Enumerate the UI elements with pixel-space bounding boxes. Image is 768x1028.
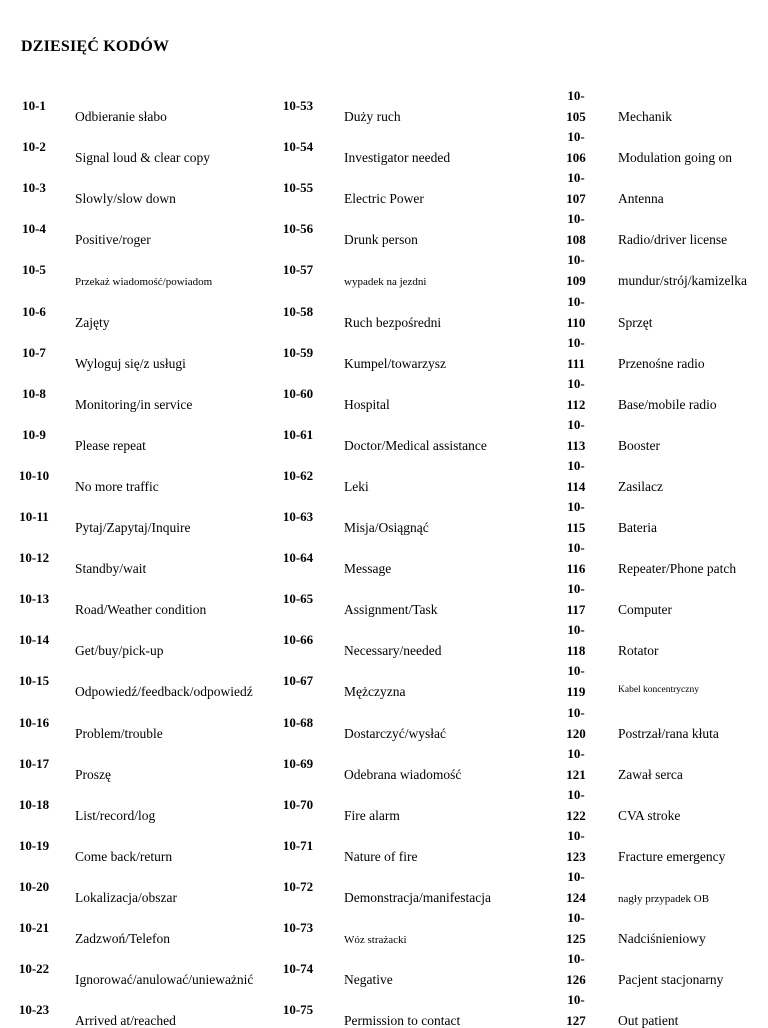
code-description: Lokalizacja/obszar — [75, 889, 177, 905]
code-description: Hospital — [344, 396, 390, 412]
code-description: Zajęty — [75, 314, 110, 330]
code-label: 10-16 — [18, 714, 50, 730]
code-label: 10-73 — [282, 920, 314, 935]
code-label: 10-4 — [22, 221, 46, 237]
code-description: Out patient — [618, 1013, 679, 1028]
code-label — [561, 870, 591, 905]
code-description: Przekaż wiadomość/powiadom — [75, 276, 213, 289]
code-description: Wóz strażacki — [344, 934, 407, 946]
code-label — [561, 171, 591, 206]
code-number: 114 — [566, 478, 586, 494]
code-number: 118 — [566, 643, 586, 659]
code-label — [561, 747, 591, 782]
code-label: 10-12 — [18, 550, 50, 566]
code-description: Base/mobile radio — [618, 396, 717, 412]
code-label: 10-9 — [22, 426, 46, 442]
code-prefix: 10- — [567, 457, 585, 473]
code-number: 108 — [566, 232, 586, 248]
code-number: 125 — [566, 931, 586, 946]
code-label: 10-1 — [22, 98, 46, 113]
code-description: Mechanik — [618, 109, 672, 124]
code-label — [561, 212, 591, 247]
code-number: 127 — [566, 1013, 586, 1028]
code-number: 120 — [566, 725, 586, 741]
code-label — [561, 459, 591, 494]
code-prefix: 10- — [567, 868, 585, 884]
code-number: 117 — [566, 602, 586, 618]
code-label: 10-58 — [282, 303, 314, 319]
code-description: Modulation going on — [618, 150, 732, 166]
code-description: Postrzał/rana kłuta — [618, 725, 719, 741]
code-description: Ruch bezpośredni — [344, 314, 442, 330]
code-description: Wyloguj się/z usługi — [75, 355, 186, 371]
code-number: 126 — [566, 972, 586, 988]
code-label — [561, 130, 591, 165]
code-label — [561, 911, 591, 946]
code-prefix: 10- — [567, 170, 585, 186]
code-number: 123 — [566, 848, 586, 864]
code-label — [561, 253, 591, 288]
code-description: Message — [344, 561, 392, 577]
code-number: 113 — [566, 437, 586, 453]
code-description: wypadek na jezdni — [344, 276, 427, 289]
code-description: Permission to contact — [344, 1013, 461, 1028]
code-number: 111 — [566, 355, 586, 371]
code-number: 105 — [566, 109, 586, 124]
code-prefix: 10- — [567, 334, 585, 350]
code-label: 10-56 — [282, 221, 314, 237]
code-prefix: 10- — [567, 499, 585, 514]
code-description: Positive/roger — [75, 232, 151, 248]
code-description: Nature of fire — [344, 848, 418, 864]
code-prefix: 10- — [567, 951, 585, 967]
code-description: Radio/driver license — [618, 232, 728, 248]
code-number: 110 — [566, 314, 586, 330]
code-number: 124 — [566, 889, 586, 905]
code-label — [561, 993, 591, 1028]
code-label: 10-72 — [282, 878, 314, 894]
code-prefix: 10- — [567, 252, 585, 268]
code-label: 10-57 — [282, 262, 314, 278]
code-label: 10-18 — [18, 796, 50, 812]
page-title: DZIESIĘĆ KODÓW — [21, 38, 170, 55]
code-label: 10-59 — [282, 344, 314, 360]
code-prefix: 10- — [567, 540, 585, 556]
code-description: List/record/log — [75, 807, 156, 823]
code-label: 10-67 — [282, 673, 314, 689]
code-label: 10-69 — [282, 755, 314, 771]
code-prefix: 10- — [567, 786, 585, 802]
code-label: 10-11 — [19, 509, 49, 524]
code-label: 10-70 — [282, 796, 314, 812]
code-prefix: 10- — [567, 211, 585, 227]
code-label — [561, 295, 591, 330]
code-prefix: 10- — [567, 745, 585, 761]
code-description: Slowly/slow down — [75, 191, 176, 207]
code-description: Pytaj/Zapytaj/Inquire — [75, 520, 191, 535]
code-label: 10-2 — [22, 139, 46, 155]
code-label: 10-13 — [18, 591, 50, 607]
code-description: Get/buy/pick-up — [75, 643, 164, 659]
code-label: 10-3 — [22, 180, 46, 196]
code-prefix: 10- — [567, 992, 585, 1008]
code-label: 10-66 — [282, 632, 314, 648]
code-number: 107 — [566, 191, 586, 207]
code-description: Pacjent stacjonarny — [618, 972, 724, 988]
code-description: Negative — [344, 972, 393, 988]
code-label — [561, 582, 591, 617]
code-description: Odebrana wiadomość — [344, 766, 462, 782]
code-description: Problem/trouble — [75, 725, 163, 741]
code-label — [561, 336, 591, 371]
code-description: Signal loud & clear copy — [75, 150, 210, 166]
code-number: 112 — [566, 396, 586, 412]
code-prefix: 10- — [567, 704, 585, 720]
code-prefix: 10- — [567, 293, 585, 309]
code-description: Misja/Osiągnąć — [344, 520, 429, 535]
code-description: Sprzęt — [618, 314, 653, 330]
code-label: 10-60 — [282, 385, 314, 401]
code-label: 10-19 — [18, 837, 50, 853]
code-description: mundur/strój/kamizelka — [618, 273, 747, 289]
code-label: 10-7 — [22, 344, 46, 360]
code-description: Computer — [618, 602, 672, 618]
code-description: Rotator — [618, 643, 659, 659]
code-label — [561, 706, 591, 741]
code-label — [561, 418, 591, 453]
code-prefix: 10- — [567, 622, 585, 638]
code-label: 10-15 — [18, 673, 50, 689]
code-description: Leki — [344, 478, 369, 494]
code-description: Doctor/Medical assistance — [344, 437, 487, 453]
code-description: Assignment/Task — [344, 602, 438, 618]
code-description: Kabel koncentryczny — [618, 685, 699, 696]
code-description: Proszę — [75, 766, 111, 782]
code-description: Demonstracja/manifestacja — [344, 889, 491, 905]
code-description: Ignorować/anulować/unieważnić — [75, 972, 254, 988]
code-label: 10-5 — [22, 262, 46, 278]
code-label — [561, 541, 591, 576]
code-description: Odpowiedź/feedback/odpowiedź — [75, 684, 253, 700]
code-prefix: 10- — [567, 375, 585, 391]
code-label: 10-10 — [18, 467, 50, 483]
code-prefix: 10- — [567, 129, 585, 145]
code-label: 10-17 — [18, 755, 50, 771]
code-description: Mężczyzna — [344, 684, 406, 700]
code-description: Electric Power — [344, 191, 424, 207]
code-description: nagły przypadek OB — [618, 892, 710, 905]
code-label: 10-23 — [18, 1002, 50, 1018]
code-label: 10-61 — [282, 426, 314, 442]
code-description: Standby/wait — [75, 561, 147, 577]
code-label: 10-75 — [282, 1002, 314, 1018]
code-description: Please repeat — [75, 437, 146, 453]
code-description: Arrived at/reached — [75, 1013, 176, 1028]
code-prefix: 10- — [567, 827, 585, 843]
code-number: 116 — [566, 561, 586, 577]
code-label: 10-22 — [18, 961, 50, 977]
code-number: 106 — [566, 150, 586, 166]
code-description: Come back/return — [75, 848, 173, 864]
code-description: CVA stroke — [618, 807, 681, 823]
code-description: Dostarczyć/wysłać — [344, 725, 446, 741]
code-description: Duży ruch — [344, 109, 401, 124]
code-label — [561, 829, 591, 864]
code-description: Kumpel/towarzysz — [344, 355, 446, 371]
code-description: Zasilacz — [618, 478, 663, 494]
code-label: 10-20 — [18, 878, 50, 894]
code-number: 119 — [566, 684, 586, 700]
code-description: Investigator needed — [344, 150, 451, 166]
code-label: 10-71 — [282, 837, 314, 853]
code-label: 10-54 — [282, 139, 314, 155]
code-description: Booster — [618, 437, 660, 453]
code-label — [561, 623, 591, 658]
code-label: 10-63 — [282, 509, 314, 524]
code-label: 10-6 — [22, 303, 46, 319]
code-number: 122 — [566, 807, 586, 823]
code-label — [561, 788, 591, 823]
code-description: Monitoring/in service — [75, 396, 193, 412]
code-prefix: 10- — [567, 581, 585, 597]
code-number: 121 — [566, 766, 586, 782]
code-prefix: 10- — [567, 88, 585, 103]
code-description: Zawał serca — [618, 766, 683, 782]
code-label: 10-21 — [18, 920, 50, 935]
code-label — [561, 500, 591, 535]
code-description: Road/Weather condition — [75, 602, 207, 618]
code-description: Necessary/needed — [344, 643, 442, 659]
code-prefix: 10- — [567, 663, 585, 679]
code-description: Drunk person — [344, 232, 418, 248]
code-description: Antenna — [618, 191, 664, 207]
code-label: 10-14 — [18, 632, 50, 648]
code-number: 109 — [566, 273, 586, 289]
code-label: 10-68 — [282, 714, 314, 730]
code-description: Zadzwoń/Telefon — [75, 931, 171, 946]
code-label: 10-64 — [282, 550, 314, 566]
code-prefix: 10- — [567, 910, 585, 925]
code-description: Fire alarm — [344, 807, 400, 823]
code-label: 10-8 — [22, 385, 46, 401]
code-description: Nadciśnieniowy — [618, 931, 706, 946]
code-description: Fracture emergency — [618, 848, 726, 864]
code-number: 115 — [566, 520, 586, 535]
code-description: No more traffic — [75, 478, 159, 494]
code-label — [561, 952, 591, 987]
code-label — [561, 664, 591, 699]
code-label: 10-74 — [282, 961, 314, 977]
code-prefix: 10- — [567, 416, 585, 432]
code-description: Odbieranie słabo — [75, 109, 167, 124]
code-label: 10-62 — [282, 467, 314, 483]
code-label — [561, 377, 591, 412]
code-label: 10-65 — [282, 591, 314, 607]
code-label: 10-53 — [282, 98, 314, 113]
code-description: Przenośne radio — [618, 355, 705, 371]
code-description: Repeater/Phone patch — [618, 561, 737, 577]
code-label: 10-55 — [282, 180, 314, 196]
code-label — [561, 89, 591, 124]
code-description: Bateria — [618, 520, 657, 535]
